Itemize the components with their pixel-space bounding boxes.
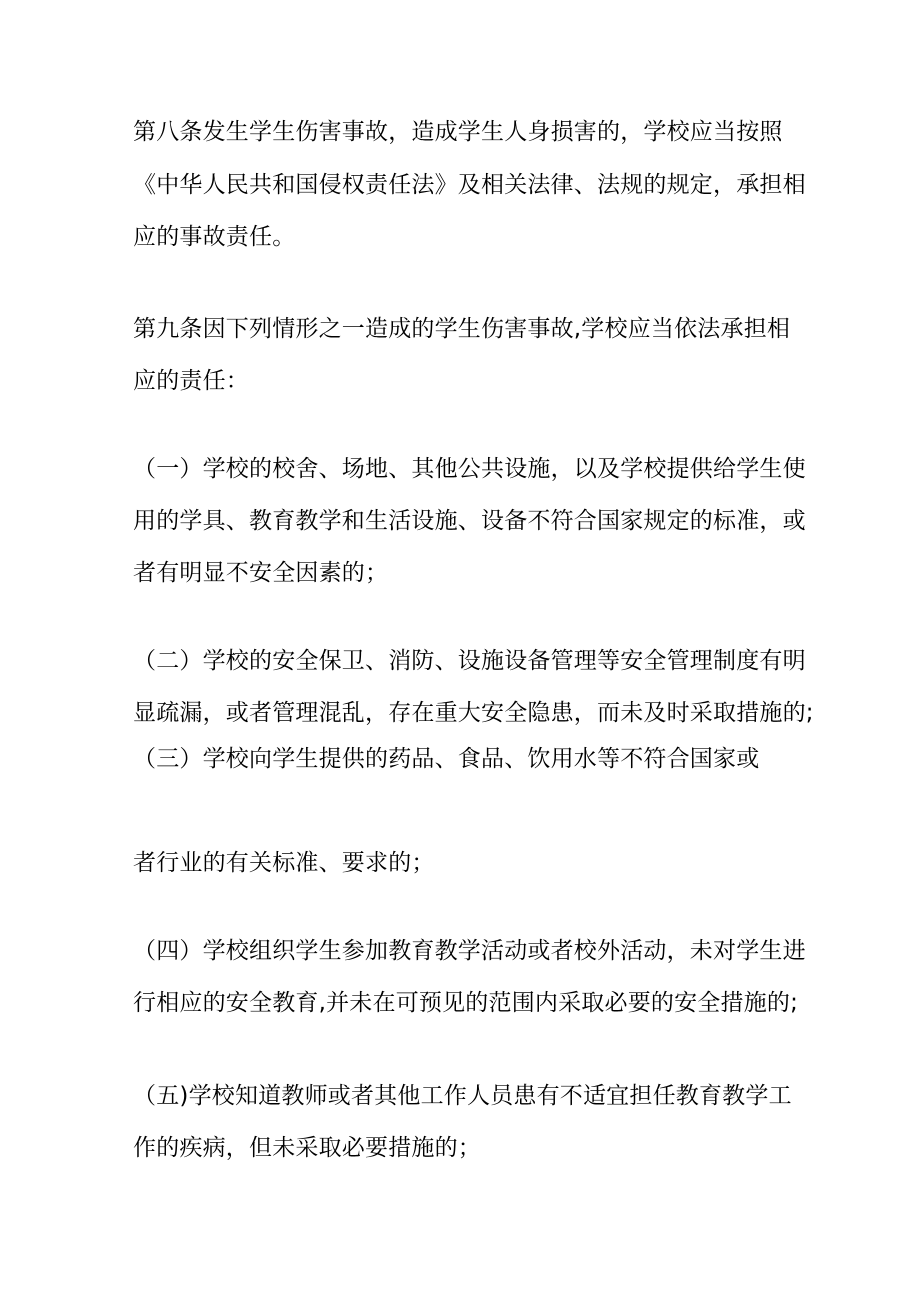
item-3-line-1: （三）学校向学生提供的药品、食品、饮用水等不符合国家或	[133, 746, 760, 772]
article-9-line-2: 应的责任：	[133, 368, 249, 394]
article-8-line-3: 应的事故责任。	[133, 224, 296, 250]
item-4-line-2: 行相应的安全教育,并未在可预见的范围内采取必要的安全措施的;	[133, 990, 799, 1016]
item-2-line-1: （二）学校的安全保卫、消防、设施设备管理等安全管理制度有明	[133, 648, 806, 674]
item-1-line-2: 用的学具、教育教学和生活设施、设备不符合国家规定的标准，或	[133, 508, 806, 534]
item-2-line-2: 显疏漏，或者管理混乱，存在重大安全隐患，而未及时采取措施的;	[133, 700, 814, 726]
item-1-line-1: （一）学校的校舍、场地、其他公共设施，以及学校提供给学生使	[133, 456, 806, 482]
item-3-line-2: 者行业的有关标准、要求的；	[133, 850, 435, 876]
article-9-line-1: 第九条因下列情形之一造成的学生伤害事故,学校应当依法承担相	[133, 316, 791, 342]
item-4-line-1: （四）学校组织学生参加教育教学活动或者校外活动，未对学生进	[133, 938, 806, 964]
item-5-line-1: （五)学校知道教师或者其他工作人员患有不适宜担任教育教学工	[133, 1083, 792, 1109]
item-5-line-2: 作的疾病，但未采取必要措施的；	[133, 1135, 481, 1161]
article-8-line-2: 《中华人民共和国侵权责任法》及相关法律、法规的规定，承担相	[133, 172, 806, 198]
item-1-line-3: 者有明显不安全因素的；	[133, 560, 389, 586]
article-8-line-1: 第八条发生学生伤害事故，造成学生人身损害的，学校应当按照	[133, 119, 783, 145]
